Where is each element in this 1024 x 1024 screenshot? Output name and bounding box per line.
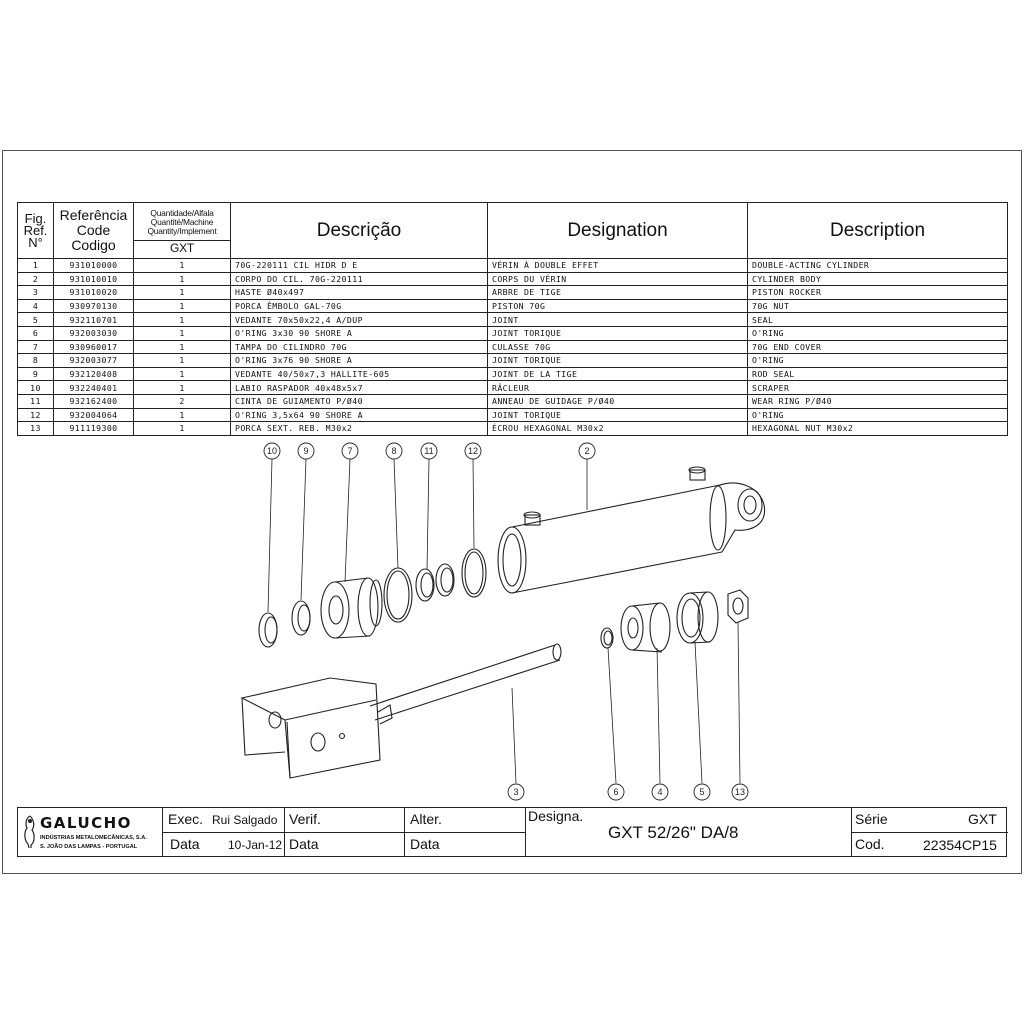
cell-fig: 3 (18, 286, 54, 300)
cell-description: O'RING (748, 354, 1008, 368)
header-ref-text: Referência Code Codigo (59, 207, 128, 253)
cell-qty: 1 (134, 272, 231, 286)
balloon-label: 4 (657, 787, 663, 797)
designation-label: Designa. (528, 808, 584, 824)
exec-label: Exec. (168, 811, 204, 827)
cell-fig: 12 (18, 408, 54, 422)
verif-date-label: Data (289, 836, 319, 852)
piston-seal-part (677, 592, 718, 643)
cell-qty: 1 (134, 326, 231, 340)
tb-divider (851, 832, 1008, 833)
cell-description: O'RING (748, 408, 1008, 422)
alter-date-label: Data (410, 836, 440, 852)
header-qty-text: Quantidade/Alfala Quantité/Machine Quantity/Implement (147, 207, 217, 236)
cell-ref: 931010010 (54, 272, 134, 286)
header-qty-model: GXT (134, 240, 230, 253)
cell-ref: 930960017 (54, 340, 134, 354)
cell-designation: VÉRIN À DOUBLE EFFET (488, 259, 748, 273)
cod-value: 22354CP15 (923, 837, 997, 853)
cell-ref: 911119300 (54, 422, 134, 436)
cell-designation: ANNEAU DE GUIDAGE P/Ø40 (488, 394, 748, 408)
serie-value: GXT (968, 811, 997, 827)
o-ring-30-part (601, 628, 613, 648)
cell-descricao: VEDANTE 70x50x22,4 A/DUP (231, 313, 488, 327)
end-cover-part (321, 578, 382, 638)
cell-fig: 7 (18, 340, 54, 354)
cell-designation: PISTON 70G (488, 299, 748, 313)
cell-fig: 6 (18, 326, 54, 340)
balloon-13 (732, 784, 748, 800)
cell-qty: 1 (134, 354, 231, 368)
cell-description: 70G END COVER (748, 340, 1008, 354)
cell-ref: 932120408 (54, 367, 134, 381)
balloon-label: 9 (303, 446, 309, 456)
cell-descricao: LABIO RASPADOR 40x48x5x7 (231, 381, 488, 395)
cell-description: CYLINDER BODY (748, 272, 1008, 286)
balloon-3 (508, 784, 524, 800)
cell-descricao: TAMPA DO CILINDRO 70G (231, 340, 488, 354)
cell-designation: ARBRE DE TIGE (488, 286, 748, 300)
cell-fig: 4 (18, 299, 54, 313)
cell-designation: JOINT TORIQUE (488, 326, 748, 340)
header-description-text: Description (829, 219, 926, 241)
reference-balloons (264, 443, 748, 800)
cell-designation: CULASSE 70G (488, 340, 748, 354)
cell-qty: 1 (134, 381, 231, 395)
cell-descricao: HASTE Ø40x497 (231, 286, 488, 300)
cell-fig: 2 (18, 272, 54, 286)
balloon-label: 11 (424, 446, 434, 456)
balloon-label: 2 (584, 446, 590, 456)
cell-descricao: 70G-220111 CIL HIDR D E (231, 259, 488, 273)
exec-date-value: 10-Jan-12 (228, 838, 283, 852)
cell-fig: 9 (18, 367, 54, 381)
cell-description: DOUBLE-ACTING CYLINDER (748, 259, 1008, 273)
balloon-10 (264, 443, 280, 459)
cell-description: O'RING (748, 326, 1008, 340)
company-logo-text: GALUCHO (40, 814, 132, 832)
balloon-label: 6 (613, 787, 619, 797)
cell-designation: CORPS DU VÉRIN (488, 272, 748, 286)
cell-description: ROD SEAL (748, 367, 1008, 381)
cell-designation: ÉCROU HEXAGONAL M30x2 (488, 422, 748, 436)
cell-qty: 1 (134, 313, 231, 327)
cell-descricao: CORPO DO CIL. 70G-220111 (231, 272, 488, 286)
cell-fig: 5 (18, 313, 54, 327)
cell-ref: 931010000 (54, 259, 134, 273)
cell-fig: 1 (18, 259, 54, 273)
o-ring-64-part (462, 549, 486, 597)
cell-qty: 2 (134, 394, 231, 408)
exec-date-label: Data (170, 836, 200, 852)
cell-fig: 11 (18, 394, 54, 408)
cell-designation: JOINT (488, 313, 748, 327)
company-line-1: INDÚSTRIAS METALOMECÂNICAS, S.A. (40, 835, 147, 841)
cell-ref: 932110701 (54, 313, 134, 327)
exec-value: Rui Salgado (212, 813, 278, 827)
header-fig-text: Fig. Ref. N° (23, 210, 48, 250)
rod-seal-part (292, 601, 310, 635)
cell-description: 70G NUT (748, 299, 1008, 313)
wear-ring-part (416, 564, 454, 601)
cell-qty: 1 (134, 286, 231, 300)
balloon-9 (298, 443, 314, 459)
cell-designation: JOINT TORIQUE (488, 354, 748, 368)
header-descricao-text: Descrição (316, 219, 402, 241)
balloon-4 (652, 784, 668, 800)
balloon-label: 7 (347, 446, 353, 456)
cell-ref: 932004064 (54, 408, 134, 422)
balloon-7 (342, 443, 358, 459)
balloon-11 (421, 443, 437, 459)
balloon-6 (608, 784, 624, 800)
cell-descricao: PORCA ÊMBOLO GAL-70G (231, 299, 488, 313)
cell-qty: 1 (134, 340, 231, 354)
title-block (17, 807, 1007, 857)
scraper-part (259, 613, 277, 647)
cell-fig: 8 (18, 354, 54, 368)
cell-designation: JOINT DE LA TIGE (488, 367, 748, 381)
piston-nut-part (621, 603, 670, 652)
tb-divider (525, 808, 526, 856)
cell-qty: 1 (134, 367, 231, 381)
cell-fig: 10 (18, 381, 54, 395)
designation-value: GXT 52/26" DA/8 (608, 823, 739, 842)
alter-label: Alter. (410, 811, 442, 827)
galucho-rooster-logo (21, 814, 39, 850)
cell-description: WEAR RING P/Ø40 (748, 394, 1008, 408)
cell-ref: 931010020 (54, 286, 134, 300)
cell-ref: 932003077 (54, 354, 134, 368)
balloon-12 (465, 443, 481, 459)
cell-designation: JOINT TORIQUE (488, 408, 748, 422)
balloon-label: 12 (467, 446, 479, 456)
balloon-label: 10 (266, 446, 278, 456)
cell-descricao: O'RING 3x30 90 SHORE A (231, 326, 488, 340)
cell-qty: 1 (134, 259, 231, 273)
cell-description: SEAL (748, 313, 1008, 327)
balloon-8 (386, 443, 402, 459)
cell-description: HEXAGONAL NUT M30x2 (748, 422, 1008, 436)
cell-ref: 932162400 (54, 394, 134, 408)
cell-qty: 1 (134, 422, 231, 436)
cell-designation: RÂCLEUR (488, 381, 748, 395)
cell-ref: 932003030 (54, 326, 134, 340)
cell-qty: 1 (134, 299, 231, 313)
cell-descricao: O'RING 3x76 90 SHORE A (231, 354, 488, 368)
balloon-2 (579, 443, 595, 459)
cod-label: Cod. (855, 836, 885, 852)
balloon-label: 13 (734, 787, 746, 797)
tb-divider (162, 832, 525, 833)
balloon-label: 5 (699, 787, 705, 797)
cell-descricao: PORCA SEXT. REB. M30x2 (231, 422, 488, 436)
cell-ref: 930970130 (54, 299, 134, 313)
cell-qty: 1 (134, 408, 231, 422)
cell-description: SCRAPER (748, 381, 1008, 395)
cell-descricao: O'RING 3,5x64 90 SHORE A (231, 408, 488, 422)
balloon-label: 8 (391, 446, 397, 456)
header-designation-text: Designation (567, 219, 668, 241)
cell-descricao: VEDANTE 40/50x7,3 HALLITE-605 (231, 367, 488, 381)
serie-label: Série (855, 811, 888, 827)
balloon-label: 3 (513, 787, 519, 797)
cell-ref: 932240401 (54, 381, 134, 395)
company-line-2: S. JOÃO DAS LAMPAS - PORTUGAL (40, 844, 138, 850)
cell-descricao: CINTA DE GUIAMENTO P/Ø40 (231, 394, 488, 408)
o-ring-76-part (384, 568, 412, 622)
hex-nut-part (728, 590, 748, 623)
cell-description: PISTON ROCKER (748, 286, 1008, 300)
cylinder-body-part (498, 467, 765, 593)
balloon-5 (694, 784, 710, 800)
cell-fig: 13 (18, 422, 54, 436)
verif-label: Verif. (289, 811, 321, 827)
